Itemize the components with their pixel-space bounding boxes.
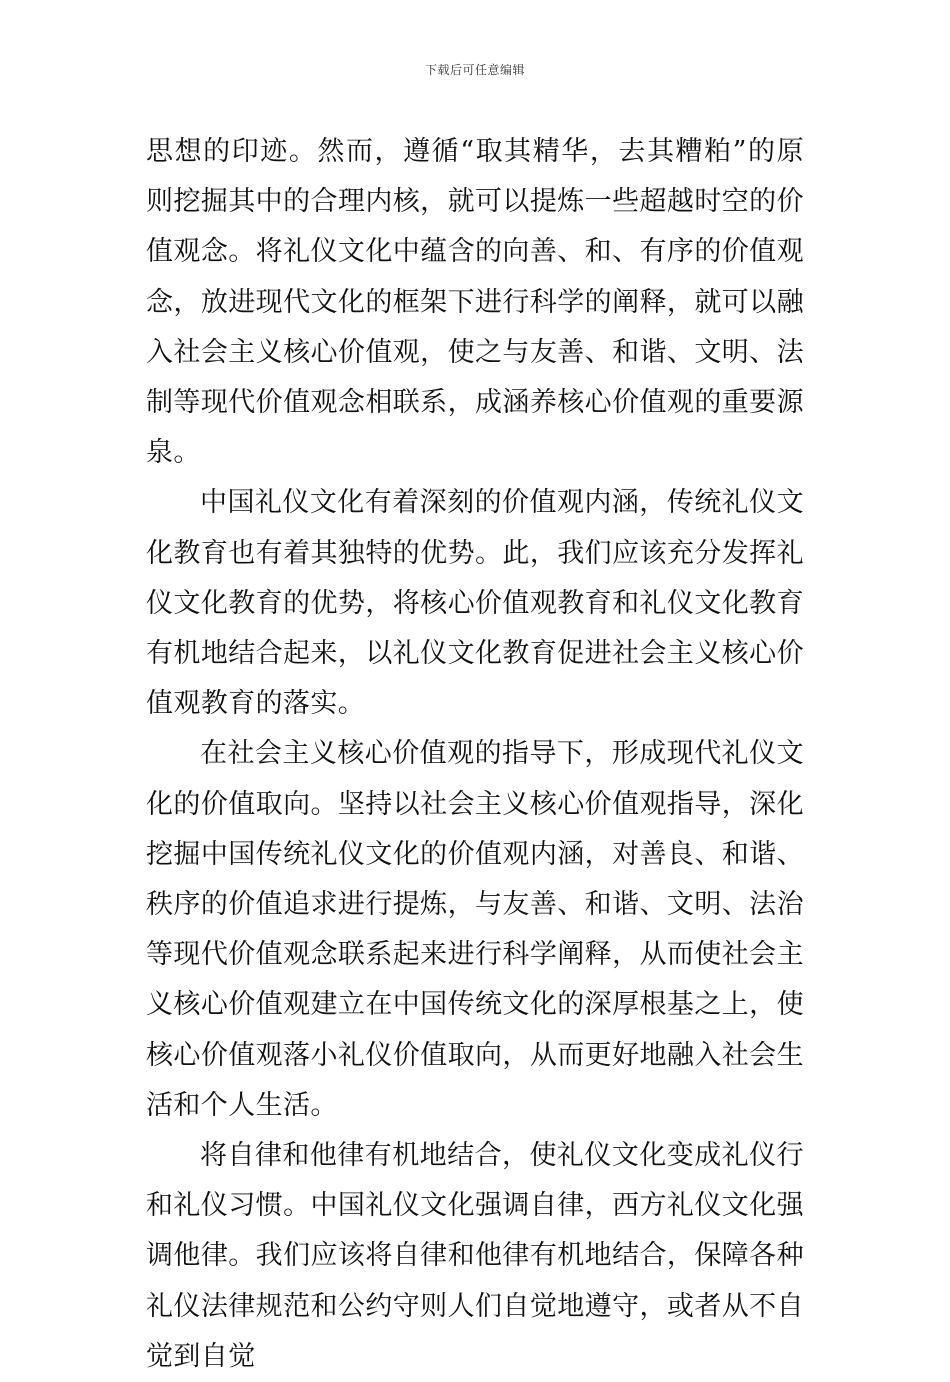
paragraph-1: 思想的印迹。然而，遵循“取其精华，去其糟粕”的原则挖掘其中的合理内核，就可以提炼一些超越时空的价值观念。将礼仪文化中蕴含的向善、和、有序的价值观念，放进现代文化的框架下进行科学的阐释，就可以融入社会主义核心价值观，使之与友善、和谐、文明、法制等现代价值观念相联系，成涵养核心价值观的重要源泉。	[146, 136, 804, 469]
paragraph-2: 中国礼仪文化有着深刻的价值观内涵，传统礼仪文化教育也有着其独特的优势。此，我们应该充分发挥礼仪文化教育的优势，将核心价值观教育和礼仪文化教育有机地结合起来，以礼仪文化教育促进社会主义核心价值观教育的落实。	[146, 487, 804, 720]
page-header: 下载后可任意编辑	[424, 63, 525, 77]
paragraph-3: 在社会主义核心价值观的指导下，形成现代礼仪文化的价值取向。坚持以社会主义核心价值观指导，深化挖掘中国传统礼仪文化的价值观内涵，对善良、和谐、秩序的价值追求进行提炼，与友善、和谐、文明、法治等现代价值观念联系起来进行科学阐释，从而使社会主义核心价值观建立在中国传统文化的深厚根基之上，使核心价值观落小礼仪价值取向，从而更好地融入社会生活和个人生活。	[146, 738, 804, 1121]
document-body	[146, 127, 804, 1382]
paragraph-4: 将自律和他律有机地结合，使礼仪文化变成礼仪行和礼仪习惯。中国礼仪文化强调自律，西方礼仪文化强调他律。我们应该将自律和他律有机地结合，保障各种礼仪法律规范和公约守则人们自觉地遵守，或者从不自觉到自觉	[146, 1140, 804, 1372]
